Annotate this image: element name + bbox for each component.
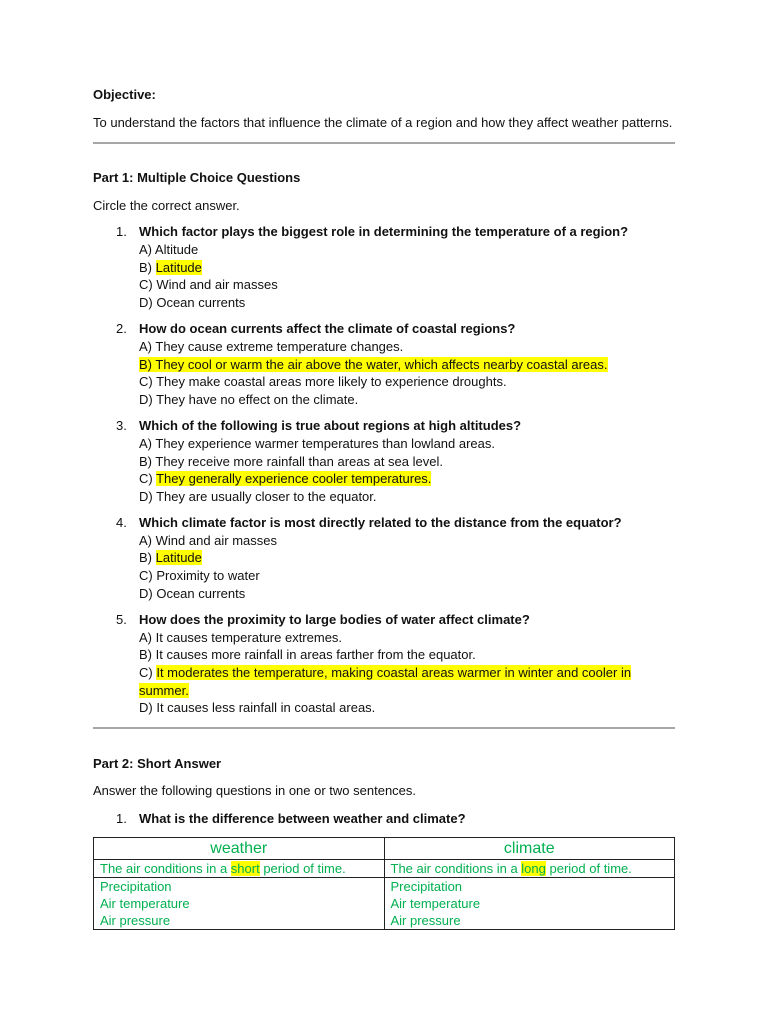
answer-option[interactable]: A) It causes temperature extremes. [139, 629, 343, 645]
question-text: How does the proximity to large bodies of water affect climate? [139, 612, 530, 628]
answer-option[interactable]: D) It causes less rainfall in coastal areas. [139, 700, 376, 716]
answer-option[interactable]: C) Proximity to water [139, 568, 260, 584]
question-text: What is the difference between weather and climate? [139, 811, 466, 826]
question-number: 4. [116, 515, 127, 531]
table-header-row [94, 837, 675, 859]
question-number: 1. [116, 224, 127, 240]
question-item [93, 810, 675, 828]
answer-option[interactable]: C) Wind and air masses [139, 277, 278, 293]
answer-option[interactable]: A) Altitude [139, 241, 199, 257]
table-cell [384, 877, 675, 929]
factor-item: Air temperature [100, 895, 190, 911]
part1-heading: Part 1: Multiple Choice Questions [93, 170, 301, 186]
factor-item: Air temperature [390, 895, 481, 911]
answer-option[interactable]: C) They make coastal areas more likely to experience droughts. [139, 374, 507, 390]
answer-option[interactable]: D) Ocean currents [139, 585, 246, 601]
table-cell: The air conditions in a short period of time. [94, 859, 385, 877]
question-number: 5. [116, 612, 127, 628]
table-cell [94, 877, 385, 929]
table-cell: The air conditions in a long period of time. [384, 859, 675, 877]
factor-item: Air pressure [390, 912, 461, 928]
table-row-definition [94, 859, 675, 877]
question-text: Which factor plays the biggest role in determining the temperature of a region? [139, 224, 629, 240]
question-text: Which climate factor is most directly related to the distance from the equator? [139, 515, 622, 531]
answer-option[interactable]: B) They receive more rainfall than areas at sea level. [139, 453, 443, 469]
question-number: 3. [116, 418, 127, 434]
factor-item: Air pressure [100, 912, 171, 928]
answer-option[interactable]: D) They are usually closer to the equator. [139, 488, 377, 504]
factor-item: Precipitation [390, 878, 463, 894]
question-number: 1. [116, 811, 127, 826]
answer-option-correct[interactable]: B) They cool or warm the air above the water, which affects nearby coastal areas. [139, 356, 608, 372]
objective-text: To understand the factors that influence the climate of a region and how they affect weather patterns. [93, 114, 673, 130]
answer-option[interactable]: A) They experience warmer temperatures than lowland areas. [139, 435, 496, 451]
question-item [93, 514, 675, 602]
factor-item: Precipitation [100, 878, 172, 894]
answer-option[interactable]: A) Wind and air masses [139, 532, 278, 548]
question-item [93, 417, 675, 505]
question-number: 2. [116, 321, 127, 337]
part2-heading: Part 2: Short Answer [93, 755, 222, 771]
question-text: Which of the following is true about regions at high altitudes? [139, 418, 522, 434]
question-text: How do ocean currents affect the climate of coastal regions? [139, 321, 516, 337]
answer-option-correct[interactable]: B) Latitude [139, 259, 202, 275]
multiple-choice-list [93, 223, 675, 716]
weather-climate-table [93, 837, 675, 930]
question-item [93, 223, 675, 311]
table-row-factors [94, 877, 675, 929]
answer-option[interactable]: D) They have no effect on the climate. [139, 391, 359, 407]
short-answer-list [93, 810, 675, 828]
part1-instruction: Circle the correct answer. [93, 197, 240, 213]
answer-option[interactable]: A) They cause extreme temperature changes. [139, 338, 404, 354]
answer-option[interactable]: B) It causes more rainfall in areas farther from the equator. [139, 647, 476, 663]
question-item [93, 320, 675, 408]
worksheet [93, 86, 675, 930]
objective-heading: Objective: [93, 87, 156, 102]
answer-option-correct[interactable]: B) Latitude [139, 550, 202, 566]
question-item [93, 611, 675, 717]
table-header-weather: weather [94, 837, 385, 859]
answer-option-correct[interactable]: C) It moderates the temperature, making coastal areas warmer in winter and cooler in summer. [139, 665, 632, 698]
part2-instruction: Answer the following questions in one or two sentences. [93, 783, 417, 799]
table-header-climate: climate [384, 837, 675, 859]
answer-option-correct[interactable]: C) They generally experience cooler temperatures. [139, 471, 432, 487]
answer-option[interactable]: D) Ocean currents [139, 294, 246, 310]
